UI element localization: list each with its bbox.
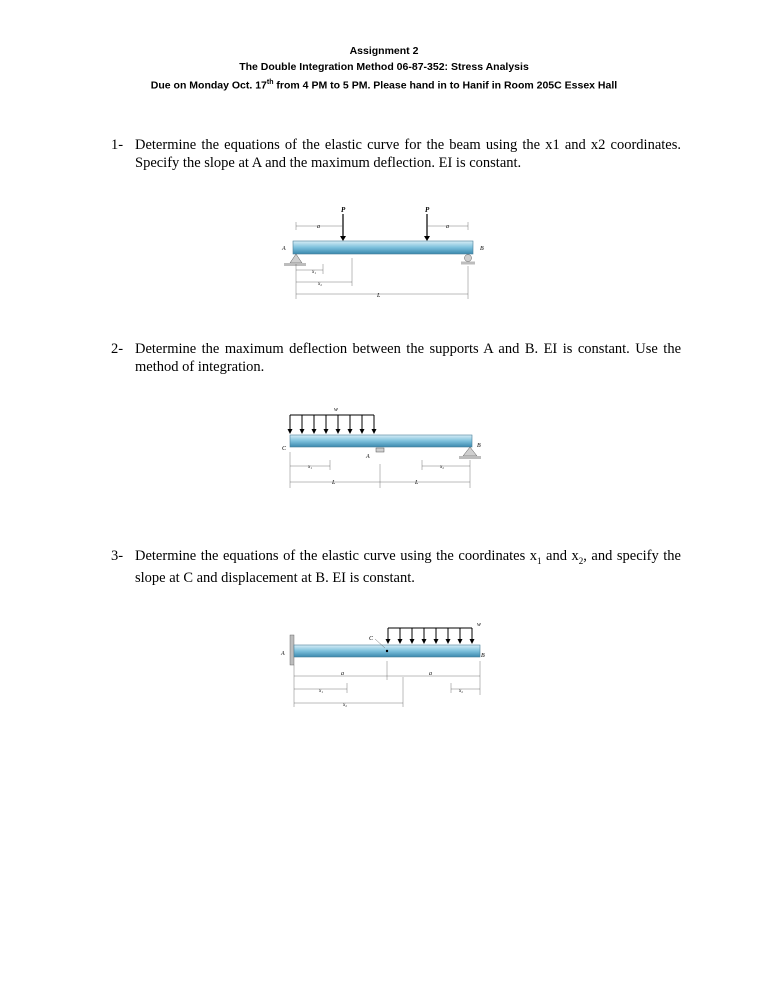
beam — [290, 435, 472, 447]
due-date-text: Due on Monday Oct. 17 — [150, 79, 267, 92]
dim-a-right: a — [429, 671, 432, 677]
problem-1 — [111, 137, 681, 172]
point-b-label: B — [481, 653, 485, 659]
problem-number: 2- — [111, 341, 124, 357]
problem-2 — [111, 341, 681, 376]
assignment-title: Assignment 2 — [349, 45, 419, 57]
coord-x1-label: x₁ — [312, 270, 316, 275]
fixed-support-a — [290, 635, 294, 665]
problem-text: Determine the maximum deflection between the supports A and B. EI is constant. Use the method of integration. — [135, 341, 681, 375]
problem-text: Determine the equations of the elastic curve for the beam using the x1 and x2 coordinates. Specify the slope at A and the maximum deflection. EI is constant. — [135, 137, 681, 171]
coord-x2-label: x₂ — [318, 282, 322, 287]
load-p1-label: P — [341, 206, 346, 214]
beam — [293, 241, 473, 254]
dim-a-right: a — [446, 224, 449, 230]
problem-number: 3- — [111, 548, 124, 564]
roller-support-b — [465, 255, 472, 262]
point-a-label: A — [282, 246, 286, 252]
point-b-label: B — [480, 246, 484, 252]
length-l2-label: L — [415, 480, 419, 486]
roller-support-a — [376, 448, 384, 452]
figure-2-beam — [270, 402, 495, 494]
figure-3-beam — [275, 615, 495, 710]
coord-x2-label: x₂ — [343, 703, 347, 708]
problem-3 — [111, 548, 681, 588]
point-c-label: C — [369, 636, 374, 642]
coord-x2-label: x₂ — [440, 465, 444, 470]
coord-x1-label: x₁ — [319, 689, 323, 694]
problem-text: Determine the equations of the elastic curve using the coordinates $x_1$ and $x_2$, and specify the slope at C and displacement at B. EI is constant. — [135, 548, 681, 587]
load-p2-label: P — [425, 206, 430, 214]
figure-1-beam — [270, 200, 490, 305]
point-a-label: A — [281, 651, 285, 657]
point-c-label: C — [282, 446, 287, 452]
length-l-label: L — [377, 293, 381, 299]
due-date-details: from 4 PM to 5 PM. Please hand in to Hanif in Room 205C Essex Hall — [273, 79, 618, 92]
dim-a-left: a — [341, 671, 344, 677]
point-b-label: B — [477, 443, 481, 449]
coord-x1-label: x₁ — [308, 465, 312, 470]
due-date-line — [0, 75, 768, 94]
load-w-label: w — [477, 622, 482, 628]
length-l1-label: L — [332, 480, 336, 486]
assignment-header — [0, 44, 768, 94]
dim-a-left: a — [317, 224, 320, 230]
pin-support-a — [290, 254, 302, 263]
load-w-label: w — [334, 407, 339, 413]
point-a-label: A — [366, 454, 370, 460]
due-date-superscript: th — [266, 79, 274, 86]
coord-x2b-label: x₂ — [459, 689, 463, 694]
course-title: The Double Integration Method 06-87-352: Stress Analysis — [239, 60, 529, 73]
problem-number: 1- — [111, 137, 124, 153]
pin-support-b — [463, 447, 477, 456]
